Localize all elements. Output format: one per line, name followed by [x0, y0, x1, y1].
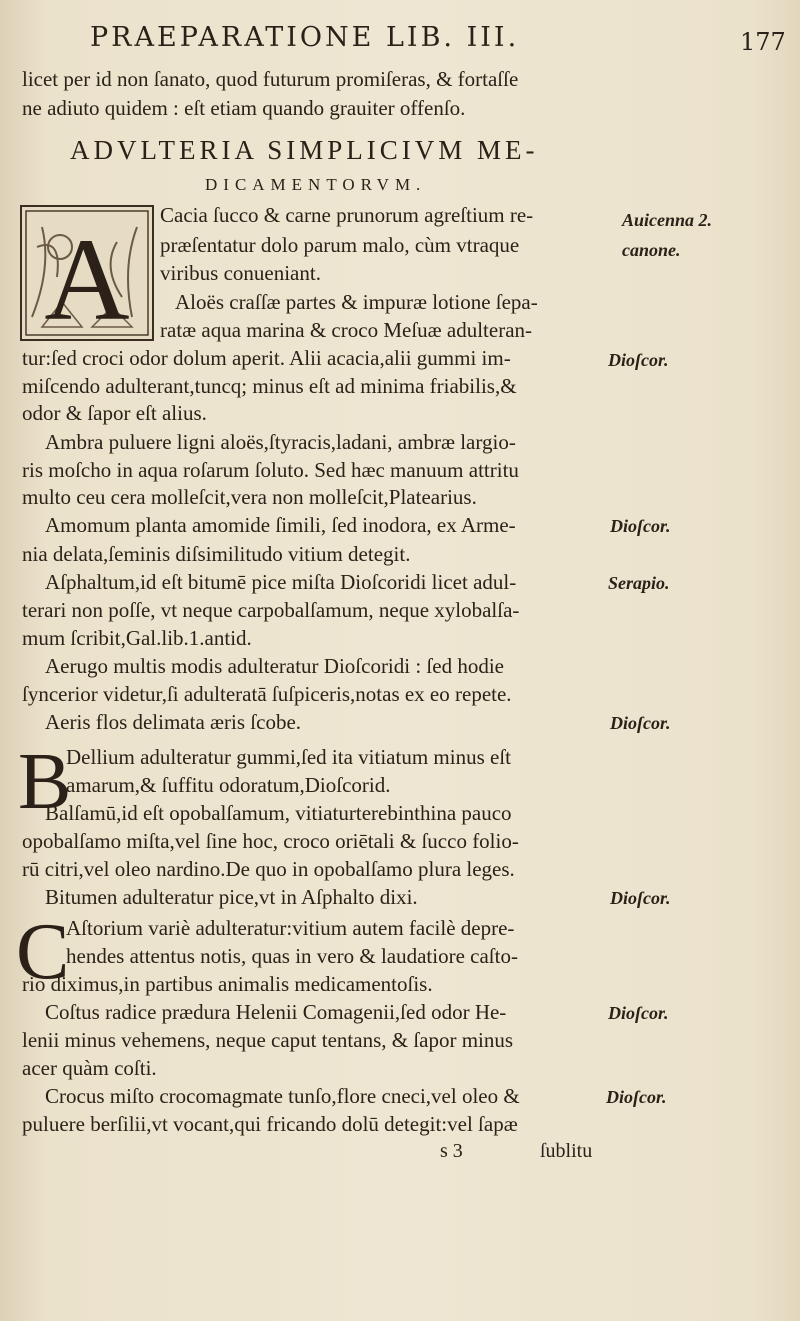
text-line: licet per id non ſanato, quod futurum promiſeras, & fortaſſe — [22, 67, 519, 91]
text-line: ris moſcho in aqua roſarum ſoluto. Sed hæc manuum attritu — [22, 458, 519, 482]
text-line: Aſtorium variè adulteratur:vitium autem facilè depre- — [66, 916, 515, 940]
text-line: Crocus miſto crocomagmate tunſo,flore cneci,vel oleo & — [45, 1084, 520, 1108]
text-line: Amomum planta amomide ſimili, ſed inodora, ex Arme- — [45, 513, 516, 537]
section-heading: ADVLTERIA SIMPLICIVM ME- — [70, 135, 539, 165]
margin-note: Dioſcor. — [610, 713, 671, 733]
text-line: Aeris flos delimata æris ſcobe. — [45, 710, 302, 734]
text-line: odor & ſapor eſt alius. — [22, 401, 207, 425]
section-heading-continuation: DICAMENTORVM. — [205, 175, 427, 194]
margin-note: Auicenna 2. — [622, 210, 713, 230]
text-line: nia delata,ſeminis diſsimilitudo vitium detegit. — [22, 542, 411, 566]
text-line: terari non poſſe, vt neque carpobalſamum, neque xylobalſa- — [22, 598, 520, 622]
catchword: ſublitu — [540, 1140, 593, 1162]
signature-mark: s 3 — [440, 1140, 463, 1162]
initial-letter: A — [44, 214, 130, 339]
text-line: Coſtus radice prædura Helenii Comagenii,ſed odor He- — [45, 1000, 507, 1024]
running-head: PRAEPARATIONE LIB. III. — [90, 22, 520, 53]
text-line: præſentatur dolo parum malo, cùm vtraque — [160, 233, 520, 257]
margin-note: Dioſcor. — [608, 350, 669, 370]
text-line: hendes attentus notis, quas in vero & laudatiore caſto- — [66, 944, 518, 968]
ornament-illustration — [22, 207, 152, 339]
text-line: Balſamū,id eſt opobalſamum, vitiaturterebinthina pauco — [45, 801, 512, 825]
text-line: ratæ aqua marina & croco Meſuæ adulteran- — [160, 318, 533, 342]
text-line: puluere berſilii,vt vocant,qui fricando dolū detegit:vel ſapæ — [22, 1112, 518, 1136]
text-line: ne adiuto quidem : eſt etiam quando grauiter offenſo. — [22, 96, 466, 120]
drop-cap-c: C — [16, 908, 70, 996]
text-line: rū citri,vel oleo nardino.De quo in opobalſamo plura leges. — [22, 857, 515, 881]
text-line: tur:ſed croci odor dolum aperit. Alii acacia,alii gummi im- — [22, 346, 511, 370]
text-line: mum ſcribit,Gal.lib.1.antid. — [22, 626, 252, 650]
text-line: Bitumen adulteratur pice,vt in Aſphalto dixi. — [45, 885, 418, 909]
page-number: 177 — [740, 28, 786, 56]
text-line: viribus conueniant. — [160, 261, 321, 285]
text-line: multo ceu cera molleſcit,vera non molleſcit,Platearius. — [22, 485, 477, 509]
text-line: Dellium adulteratur gummi,ſed ita vitiatum minus eſt — [66, 745, 511, 769]
margin-note: Dioſcor. — [610, 888, 671, 908]
margin-note: Dioſcor. — [606, 1087, 667, 1107]
margin-note: Serapio. — [608, 573, 670, 593]
text-line: Cacia ſucco & carne prunorum agreſtium re- — [160, 203, 534, 227]
margin-note: canone. — [622, 240, 681, 260]
drop-cap-b: B — [18, 738, 72, 826]
text-line: rio diximus,in partibus animalis medicamentoſis. — [22, 972, 433, 996]
text-line: ſyncerior videtur,ſi adulteratā ſuſpiceris,notas ex eo repete. — [22, 682, 512, 706]
text-line: acer quàm coſti. — [22, 1056, 157, 1080]
text-line: Aerugo multis modis adulteratur Dioſcoridi : ſed hodie — [45, 654, 504, 678]
text-line: lenii minus vehemens, neque caput tentans, & ſapor minus — [22, 1028, 514, 1052]
margin-note: Dioſcor. — [610, 516, 671, 536]
text-line: miſcendo adulterant,tuncq; minus eſt ad minima friabilis,& — [22, 374, 517, 398]
text-line: Ambra puluere ligni aloës,ſtyracis,ladani, ambræ largio- — [45, 430, 516, 454]
text-line: Aloës craſſæ partes & impuræ lotione ſepa- — [175, 290, 538, 314]
decorated-initial — [20, 205, 154, 341]
text-line: Aſphaltum,id eſt bitumē pice miſta Dioſcoridi licet adul- — [45, 570, 517, 594]
margin-note: Dioſcor. — [608, 1003, 669, 1023]
text-line: amarum,& ſuffitu odoratum,Dioſcorid. — [66, 773, 391, 797]
text-line: opobalſamo miſta,vel ſine hoc, croco oriētali & ſucco folio- — [22, 829, 519, 853]
